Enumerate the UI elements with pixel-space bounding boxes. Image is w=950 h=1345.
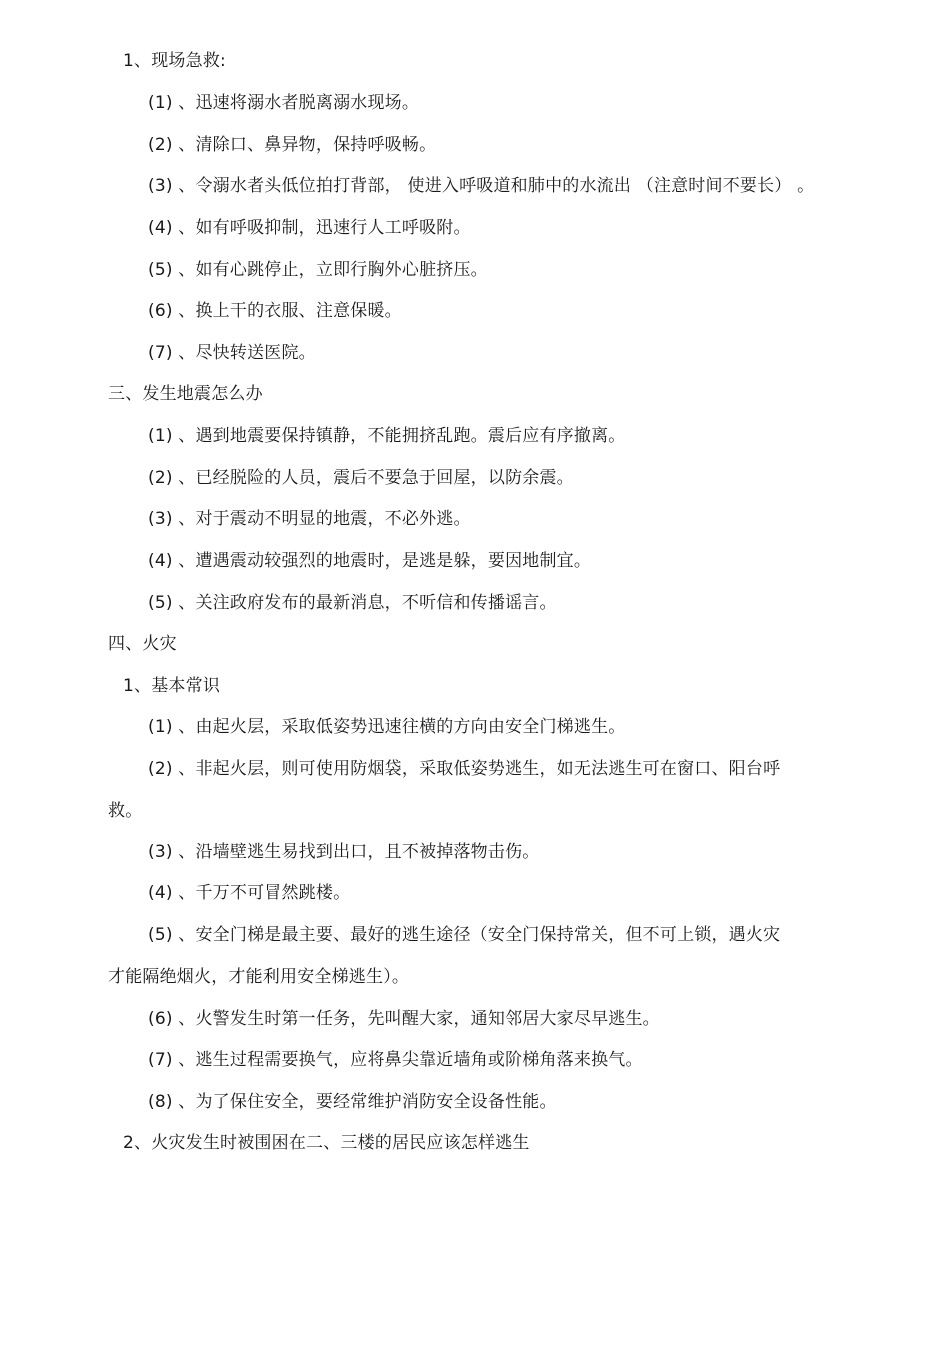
- fire-item-4: (4) 、千万不可冒然跳楼。: [148, 883, 351, 903]
- fire-item-7: (7) 、逃生过程需要换气，应将鼻尖靠近墙角或阶梯角落来换气。: [148, 1050, 643, 1070]
- earthquake-item-1: (1) 、遇到地震要保持镇静，不能拥挤乱跑。震后应有序撤离。: [148, 426, 626, 446]
- subheading-trapped-escape: 2、火灾发生时被围困在二、三楼的居民应该怎样逃生: [123, 1133, 530, 1153]
- fire-item-5: (5) 、安全门梯是最主要、最好的逃生途径（安全门保持常关，但不可上锁，遇火灾: [148, 925, 781, 945]
- heading-on-site-first-aid: 1、现场急救:: [123, 51, 226, 71]
- first-aid-item-2: (2) 、清除口、鼻异物，保持呼吸畅。: [148, 135, 437, 155]
- earthquake-item-5: (5) 、关注政府发布的最新消息，不听信和传播谣言。: [148, 593, 557, 613]
- fire-item-2-continued: 救。: [108, 801, 143, 821]
- fire-item-5-continued: 才能隔绝烟火，才能利用安全梯逃生）。: [108, 967, 410, 987]
- earthquake-item-3: (3) 、对于震动不明显的地震，不必外逃。: [148, 509, 471, 529]
- first-aid-item-5: (5) 、如有心跳停止，立即行胸外心脏挤压。: [148, 260, 488, 280]
- subheading-basic-knowledge: 1、基本常识: [123, 676, 221, 696]
- fire-item-3: (3) 、沿墙壁逃生易找到出口，且不被掉落物击伤。: [148, 842, 540, 862]
- earthquake-item-4: (4) 、遭遇震动较强烈的地震时，是逃是躲，要因地制宜。: [148, 551, 592, 571]
- first-aid-item-3: (3) 、令溺水者头低位拍打背部， 使进入呼吸道和肺中的水流出 （注意时间不要长） 。: [148, 176, 815, 196]
- first-aid-item-1: (1) 、迅速将溺水者脱离溺水现场。: [148, 93, 420, 113]
- section-heading-earthquake: 三、发生地震怎么办: [108, 384, 263, 404]
- fire-item-8: (8) 、为了保住安全，要经常维护消防安全设备性能。: [148, 1092, 557, 1112]
- fire-item-1: (1) 、由起火层，采取低姿势迅速往横的方向由安全门梯逃生。: [148, 717, 626, 737]
- first-aid-item-4: (4) 、如有呼吸抑制，迅速行人工呼吸附。: [148, 218, 471, 238]
- first-aid-item-6: (6) 、换上干的衣服、注意保暖。: [148, 301, 402, 321]
- section-heading-fire: 四、火灾: [108, 634, 177, 654]
- earthquake-item-2: (2) 、已经脱险的人员，震后不要急于回屋，以防余震。: [148, 468, 574, 488]
- fire-item-2: (2) 、非起火层，则可使用防烟袋，采取低姿势逃生，如无法逃生可在窗口、阳台呼: [148, 759, 781, 779]
- first-aid-item-7: (7) 、尽快转送医院。: [148, 343, 316, 363]
- fire-item-6: (6) 、火警发生时第一任务，先叫醒大家，通知邻居大家尽早逃生。: [148, 1009, 660, 1029]
